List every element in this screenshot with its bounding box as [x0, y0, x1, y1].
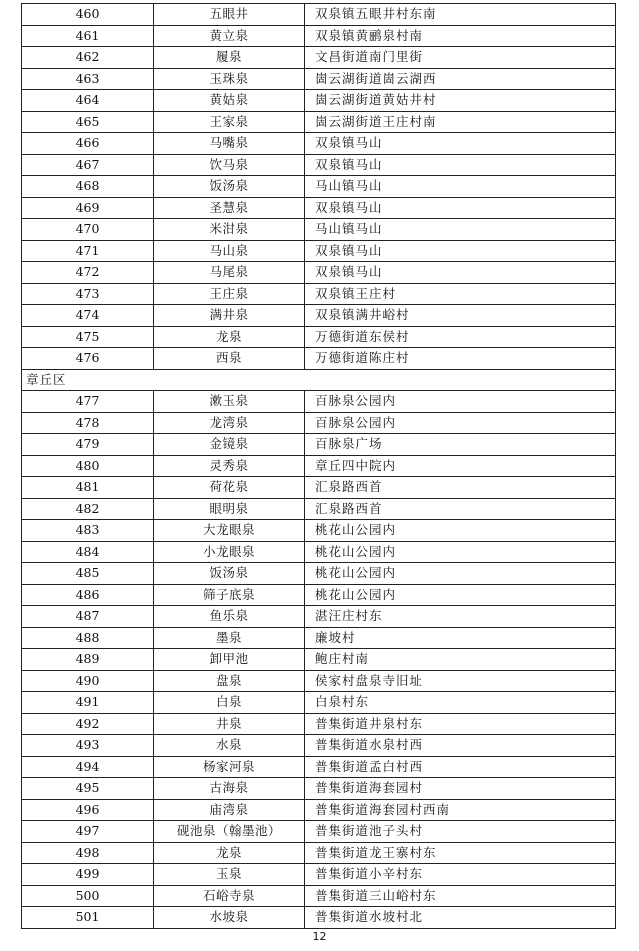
- spring-location: 百脉泉公园内: [305, 412, 616, 434]
- table-row: [22, 670, 616, 692]
- spring-list-table: [21, 3, 616, 929]
- spring-name: 小龙眼泉: [154, 541, 305, 563]
- table-row: [22, 197, 616, 219]
- spring-location: 文昌街道南门里街: [305, 47, 616, 69]
- spring-location: 双泉镇黄鹂泉村南: [305, 25, 616, 47]
- table-row: [22, 262, 616, 284]
- spring-name: 龙泉: [154, 842, 305, 864]
- spring-number: 484: [22, 541, 154, 563]
- spring-name: 饭汤泉: [154, 176, 305, 198]
- spring-name: 满井泉: [154, 305, 305, 327]
- spring-location: 桃花山公园内: [305, 584, 616, 606]
- spring-location: 桃花山公园内: [305, 520, 616, 542]
- spring-number: 477: [22, 391, 154, 413]
- spring-name: 马山泉: [154, 240, 305, 262]
- spring-number: 469: [22, 197, 154, 219]
- table-row: [22, 4, 616, 26]
- spring-location: 马山镇马山: [305, 176, 616, 198]
- spring-list-table-container: [21, 3, 616, 929]
- section-title: 章丘区: [22, 369, 616, 391]
- spring-name: 王庄泉: [154, 283, 305, 305]
- spring-number: 479: [22, 434, 154, 456]
- spring-location: 普集街道井泉村东: [305, 713, 616, 735]
- spring-name: 盘泉: [154, 670, 305, 692]
- table-row: [22, 434, 616, 456]
- spring-number: 464: [22, 90, 154, 112]
- table-row: [22, 606, 616, 628]
- table-row: [22, 756, 616, 778]
- spring-number: 471: [22, 240, 154, 262]
- spring-name: 履泉: [154, 47, 305, 69]
- spring-number: 487: [22, 606, 154, 628]
- spring-location: 普集街道龙王寨村东: [305, 842, 616, 864]
- spring-location: 侯家村盘泉寺旧址: [305, 670, 616, 692]
- spring-name: 水泉: [154, 735, 305, 757]
- spring-name: 庙湾泉: [154, 799, 305, 821]
- spring-location: 万德街道陈庄村: [305, 348, 616, 370]
- spring-number: 491: [22, 692, 154, 714]
- table-row: [22, 498, 616, 520]
- table-row: [22, 713, 616, 735]
- table-row: [22, 563, 616, 585]
- spring-number: 460: [22, 4, 154, 26]
- spring-name: 马尾泉: [154, 262, 305, 284]
- table-row: [22, 348, 616, 370]
- page-number: 12: [312, 930, 327, 943]
- spring-location: 双泉镇马山: [305, 262, 616, 284]
- table-row: [22, 541, 616, 563]
- spring-number: 465: [22, 111, 154, 133]
- spring-number: 481: [22, 477, 154, 499]
- spring-location: 汇泉路西首: [305, 477, 616, 499]
- spring-location: 普集街道池子头村: [305, 821, 616, 843]
- spring-location: 普集街道小辛村东: [305, 864, 616, 886]
- spring-location: 普集街道海套园村: [305, 778, 616, 800]
- spring-name: 水坡泉: [154, 907, 305, 929]
- section-row: [22, 369, 616, 391]
- spring-number: 483: [22, 520, 154, 542]
- spring-number: 467: [22, 154, 154, 176]
- spring-number: 495: [22, 778, 154, 800]
- table-row: [22, 240, 616, 262]
- spring-location: 普集街道水坡村北: [305, 907, 616, 929]
- spring-number: 474: [22, 305, 154, 327]
- spring-number: 497: [22, 821, 154, 843]
- spring-number: 485: [22, 563, 154, 585]
- spring-name: 玉珠泉: [154, 68, 305, 90]
- spring-name: 鱼乐泉: [154, 606, 305, 628]
- spring-name: 灵秀泉: [154, 455, 305, 477]
- spring-name: 玉泉: [154, 864, 305, 886]
- table-row: [22, 219, 616, 241]
- spring-location: 双泉镇马山: [305, 154, 616, 176]
- spring-name: 荷花泉: [154, 477, 305, 499]
- spring-number: 461: [22, 25, 154, 47]
- spring-location: 汇泉路西首: [305, 498, 616, 520]
- spring-location: 崮云湖街道王庄村南: [305, 111, 616, 133]
- table-row: [22, 90, 616, 112]
- table-row: [22, 154, 616, 176]
- spring-name: 筛子底泉: [154, 584, 305, 606]
- spring-location: 双泉镇马山: [305, 240, 616, 262]
- spring-number: 475: [22, 326, 154, 348]
- spring-name: 漱玉泉: [154, 391, 305, 413]
- spring-location: 双泉镇满井峪村: [305, 305, 616, 327]
- spring-name: 马嘴泉: [154, 133, 305, 155]
- table-row: [22, 842, 616, 864]
- table-row: [22, 907, 616, 929]
- spring-number: 499: [22, 864, 154, 886]
- spring-name: 石峪寺泉: [154, 885, 305, 907]
- table-row: [22, 584, 616, 606]
- spring-name: 龙湾泉: [154, 412, 305, 434]
- spring-name: 白泉: [154, 692, 305, 714]
- table-row: [22, 627, 616, 649]
- spring-location: 普集街道三山峪村东: [305, 885, 616, 907]
- spring-location: 双泉镇马山: [305, 197, 616, 219]
- spring-location: 湛汪庄村东: [305, 606, 616, 628]
- spring-name: 卸甲池: [154, 649, 305, 671]
- spring-name: 金镜泉: [154, 434, 305, 456]
- spring-location: 章丘四中院内: [305, 455, 616, 477]
- spring-location: 百脉泉广场: [305, 434, 616, 456]
- spring-location: 双泉镇马山: [305, 133, 616, 155]
- spring-location: 崮云湖街道崮云湖西: [305, 68, 616, 90]
- table-row: [22, 25, 616, 47]
- spring-name: 砚池泉（翰墨池）: [154, 821, 305, 843]
- spring-number: 468: [22, 176, 154, 198]
- spring-name: 饮马泉: [154, 154, 305, 176]
- table-row: [22, 778, 616, 800]
- table-row: [22, 735, 616, 757]
- table-row: [22, 176, 616, 198]
- table-row: [22, 649, 616, 671]
- spring-number: 500: [22, 885, 154, 907]
- spring-name: 王家泉: [154, 111, 305, 133]
- spring-name: 饭汤泉: [154, 563, 305, 585]
- table-row: [22, 864, 616, 886]
- spring-number: 501: [22, 907, 154, 929]
- spring-location: 崮云湖街道黄姑井村: [305, 90, 616, 112]
- table-row: [22, 799, 616, 821]
- spring-name: 黄姑泉: [154, 90, 305, 112]
- spring-number: 494: [22, 756, 154, 778]
- spring-location: 鲍庄村南: [305, 649, 616, 671]
- spring-name: 黄立泉: [154, 25, 305, 47]
- spring-name: 五眼井: [154, 4, 305, 26]
- table-row: [22, 391, 616, 413]
- spring-number: 486: [22, 584, 154, 606]
- table-row: [22, 885, 616, 907]
- spring-location: 双泉镇王庄村: [305, 283, 616, 305]
- table-row: [22, 133, 616, 155]
- spring-location: 桃花山公园内: [305, 541, 616, 563]
- spring-number: 496: [22, 799, 154, 821]
- spring-number: 463: [22, 68, 154, 90]
- table-row: [22, 455, 616, 477]
- spring-number: 492: [22, 713, 154, 735]
- spring-number: 470: [22, 219, 154, 241]
- spring-location: 万德街道东侯村: [305, 326, 616, 348]
- table-body: [22, 4, 616, 929]
- spring-name: 圣慧泉: [154, 197, 305, 219]
- spring-number: 493: [22, 735, 154, 757]
- spring-name: 眼明泉: [154, 498, 305, 520]
- table-row: [22, 412, 616, 434]
- table-row: [22, 47, 616, 69]
- spring-number: 466: [22, 133, 154, 155]
- spring-number: 472: [22, 262, 154, 284]
- spring-number: 490: [22, 670, 154, 692]
- table-row: [22, 283, 616, 305]
- spring-location: 马山镇马山: [305, 219, 616, 241]
- spring-number: 488: [22, 627, 154, 649]
- spring-name: 墨泉: [154, 627, 305, 649]
- spring-number: 482: [22, 498, 154, 520]
- spring-location: 双泉镇五眼井村东南: [305, 4, 616, 26]
- spring-name: 古海泉: [154, 778, 305, 800]
- spring-number: 462: [22, 47, 154, 69]
- table-row: [22, 520, 616, 542]
- spring-name: 大龙眼泉: [154, 520, 305, 542]
- table-row: [22, 821, 616, 843]
- spring-name: 米泔泉: [154, 219, 305, 241]
- spring-location: 普集街道孟白村西: [305, 756, 616, 778]
- spring-location: 廉坡村: [305, 627, 616, 649]
- table-row: [22, 111, 616, 133]
- spring-number: 480: [22, 455, 154, 477]
- table-row: [22, 477, 616, 499]
- table-row: [22, 326, 616, 348]
- table-row: [22, 305, 616, 327]
- spring-location: 桃花山公园内: [305, 563, 616, 585]
- spring-location: 普集街道水泉村西: [305, 735, 616, 757]
- spring-name: 龙泉: [154, 326, 305, 348]
- spring-number: 478: [22, 412, 154, 434]
- spring-name: 杨家河泉: [154, 756, 305, 778]
- table-row: [22, 68, 616, 90]
- spring-number: 498: [22, 842, 154, 864]
- spring-name: 西泉: [154, 348, 305, 370]
- spring-location: 普集街道海套园村西南: [305, 799, 616, 821]
- spring-location: 白泉村东: [305, 692, 616, 714]
- spring-number: 473: [22, 283, 154, 305]
- table-row: [22, 692, 616, 714]
- spring-number: 476: [22, 348, 154, 370]
- spring-name: 井泉: [154, 713, 305, 735]
- spring-number: 489: [22, 649, 154, 671]
- spring-location: 百脉泉公园内: [305, 391, 616, 413]
